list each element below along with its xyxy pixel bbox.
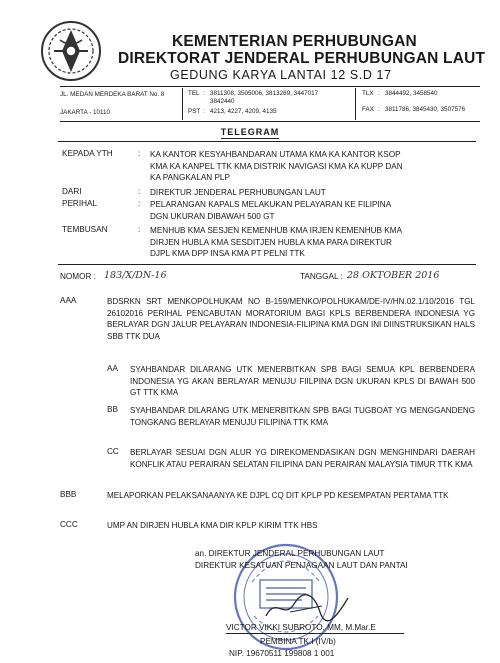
- tembusan-value: MENHUB KMA SESJEN KEMENHUB KMA IRJEN KEMENHUB KMA DIRJEN HUBLA KMA SESDITJEN HUBLA KMA PARA DIREKTUR DJPL KMA DPP INSA KMA PT PELNI TTK: [150, 226, 403, 259]
- kepada-value: KA KANTOR KESYAHBANDARAN UTAMA KMA KA KANTOR KSOP KMA KA KANPEL TTK KMA DISTRIK NAVIGASI KMA KA KUPP DAN KA PANGKALAN PLP: [150, 150, 403, 183]
- bbb-label: BBB: [60, 490, 77, 499]
- tanggal-value: 28 OKTOBER 2016: [347, 270, 440, 281]
- nomor-value: 183/X/DN-16: [104, 270, 167, 281]
- pst-value: 4213, 4227, 4209, 4135: [210, 108, 277, 115]
- signature-line-1: an. DIREKTUR JENDERAL PERHUBUNGAN LAUT: [195, 549, 385, 558]
- fax-label: FAX: [362, 106, 374, 113]
- tel-value-2: 3842440: [210, 98, 235, 105]
- bb-label: BB: [107, 405, 118, 414]
- fields-bottom-rule: [58, 264, 476, 265]
- directorate-name: DIREKTORAT JENDERAL PERHUBUNGAN LAUT: [118, 50, 486, 67]
- tanggal-label: TANGGAL :: [300, 272, 343, 281]
- dari-label: DARI: [62, 187, 82, 196]
- signatory-name: VICTOR VIKKI SUBROTO, MM, M.Mar.E: [226, 623, 376, 632]
- signature-line-2: DIREKTUR KESATUAN PENJAGAAN LAUT DAN PANTAI: [195, 561, 408, 570]
- kepada-label: KEPADA YTH: [62, 149, 113, 158]
- nomor-label: NOMOR :: [60, 272, 96, 281]
- dari-value: DIREKTUR JENDERAL PERHUBUNGAN LAUT: [150, 188, 326, 197]
- perihal-label: PERIHAL: [62, 199, 98, 208]
- tel-value-1: 3811308, 3505006, 3813269, 3447017: [210, 90, 319, 97]
- signature-underline: [226, 633, 404, 634]
- fax-value: 3811786, 3845430, 3507576: [385, 106, 466, 113]
- perihal-value: PELARANGAN KAPALS MELAKUKAN PELAYARAN KE FILIPINA DGN UKURAN DIBAWAH 500 GT: [150, 200, 392, 221]
- signature-scribble-icon: [262, 592, 352, 622]
- cc-label: CC: [107, 447, 119, 456]
- aaa-label: AAA: [60, 296, 77, 305]
- header-top-rule: [60, 86, 480, 87]
- ministry-logo-icon: [40, 20, 102, 82]
- document-title: TELEGRAM: [220, 127, 280, 137]
- cc-text: BERLAYAR SESUAI DGN ALUR YG DIREKOMENDASIKAN DGN MENGHINDARI DAERAH KONFLIK ATAU PERAIRAN SELATAN FILIPINA DAN PERAIRAN MALAYSIA TIMUR TTK KMA: [130, 448, 475, 469]
- tlx-value: 3844492, 3458540: [385, 90, 438, 97]
- signatory-nip: NIP. 19670511 199808 1 001: [229, 649, 335, 658]
- header-divider-1: [182, 88, 183, 120]
- header-bottom-rule: [60, 121, 480, 122]
- building-name: GEDUNG KARYA LANTAI 12 S.D 17: [170, 68, 392, 82]
- aa-label: AA: [107, 364, 118, 373]
- telegram-document: KEMENTERIAN PERHUBUNGAN DIREKTORAT JENDERAL PERHUBUNGAN LAUT GEDUNG KARYA LANTAI 12 S.D 17 JL. MEDAN MERDEKA BARAT No. 8 JAKARTA - 10110 TEL : 3811308, 3505006, 3813269, 3447017 3842440 PST : 4213, 4227, 4209, 4135 TLX : 3844492, 3458540 FAX : 3811786, 3845430, 3507576 TELEGRAM KEPADA YTH : KA KANTOR KESYAHBANDARAN UTAMA KMA KA KANTOR KSOP KMA KA KANPEL TTK KMA DISTRIK NAVIGASI KMA KA KUPP DAN KA PANGKALAN PLP DARI : DIREKTUR JENDERAL PERHUBUNGAN LAUT PERIHAL : PELARANGAN KAPALS MELAKUKAN PELAYARAN KE FILIPINA DGN UKURAN DIBAWAH 500 GT TEMBUSAN : MENHUB KMA SESJEN KEMENHUB KMA IRJEN KEMENHUB KMA DIRJEN HUBLA KMA SESDITJEN HUBLA KMA PARA DIREKTUR DJPL KMA DPP INSA KMA PT PELNI TTK NOMOR : 183/X/DN-16 TANGGAL : 28 OKTOBER 2016 AAA BDSRKN SRT MENKOPOLHUKAM NO B-159/MENKO/POLHUKAM/DE-IV/HN.02.1/10/2016 TGL 26102016 PERIHAL PENCABUTAN MORATORIUM BAGI KPLS BERBENDERA INDONESIA YG BERLAYAR DGN JALUR PELAYARAN INDONESIA-FILIPINA KMA DGN INI DIINSTRUKSIKAN HALS SBB TTK DUA AA SYAHBANDAR DILARANG UTK MENERBITKAN SPB BAGI SEMUA KPL BERBENDERA INDONESIA YG AKAN BERLAYAR MENUJU FIILPINA DGN UKURAN KPLS DI BAWAH 500 GT TTK KMA BB SYAHBANDAR DILARANG UTK MENERBITKAN SPB BAGI TUGBOAT YG MENGGANDENG TONGKANG BERLAYAR MENUJU FILIPINA TTK KMA CC BERLAYAR SESUAI DGN ALUR YG DIREKOMENDASIKAN DGN MENGHINDARI DAERAH KONFLIK ATAU PERAIRAN SELATAN FILIPINA DAN PERAIRAN MALAYSIA TIMUR TTK KMA BBB MELAPORKAN PELAKSANAANYA KE DJPL CQ DIT KPLP PD KESEMPATAN PERTAMA TTK CCC UMP AN DIRJEN HUBLA KMA DIR KPLP KIRIM TTK HBS an. DIREKTUR JENDERAL PERHUBUNGAN LAUT DIREKTUR KESATUAN PENJAGAAN LAUT DAN PANTAI VICTOR VIKKI SUBROTO, MM, M.Mar.E PEMBINA TK.I (IV/b) NIP. 19670511 199808 1 001: [0, 0, 500, 663]
- ccc-text: UMP AN DIRJEN HUBLA KMA DIR KPLP KIRIM TTK HBS: [107, 521, 318, 530]
- title-rule: [58, 141, 476, 142]
- tlx-label: TLX: [362, 90, 374, 97]
- bbb-text: MELAPORKAN PELAKSANAANYA KE DJPL CQ DIT KPLP PD KESEMPATAN PERTAMA TTK: [107, 491, 449, 500]
- header-divider-2: [355, 88, 356, 120]
- tel-label: TEL: [188, 90, 200, 97]
- pst-label: PST: [188, 108, 201, 115]
- ccc-label: CCC: [60, 520, 78, 529]
- aaa-text: BDSRKN SRT MENKOPOLHUKAM NO B-159/MENKO/POLHUKAM/DE-IV/HN.02.1/10/2016 TGL 26102016 PERIHAL PENCABUTAN MORATORIUM BAGI KPLS BERBENDERA INDONESIA YG BERLAYAR DGN JALUR PELAYARAN INDONESIA-FILIPINA KMA DGN INI DIINSTRUKSIKAN HALS SBB TTK DUA: [107, 297, 475, 341]
- address-line-1: JL. MEDAN MERDEKA BARAT No. 8: [60, 91, 165, 98]
- ministry-name: KEMENTERIAN PERHUBUNGAN: [172, 33, 417, 50]
- aa-text: SYAHBANDAR DILARANG UTK MENERBITKAN SPB BAGI SEMUA KPL BERBENDERA INDONESIA YG AKAN BERLAYAR MENUJU FIILPINA DGN UKURAN KPLS DI BAWAH 500 GT TTK KMA: [130, 365, 475, 398]
- bb-text: SYAHBANDAR DILARANG UTK MENERBITKAN SPB BAGI TUGBOAT YG MENGGANDENG TONGKANG BERLAYAR MENUJU FILIPINA TTK KMA: [130, 406, 475, 427]
- address-line-2: JAKARTA - 10110: [60, 109, 111, 116]
- signatory-rank: PEMBINA TK.I (IV/b): [260, 637, 336, 646]
- tembusan-label: TEMBUSAN: [62, 225, 108, 234]
